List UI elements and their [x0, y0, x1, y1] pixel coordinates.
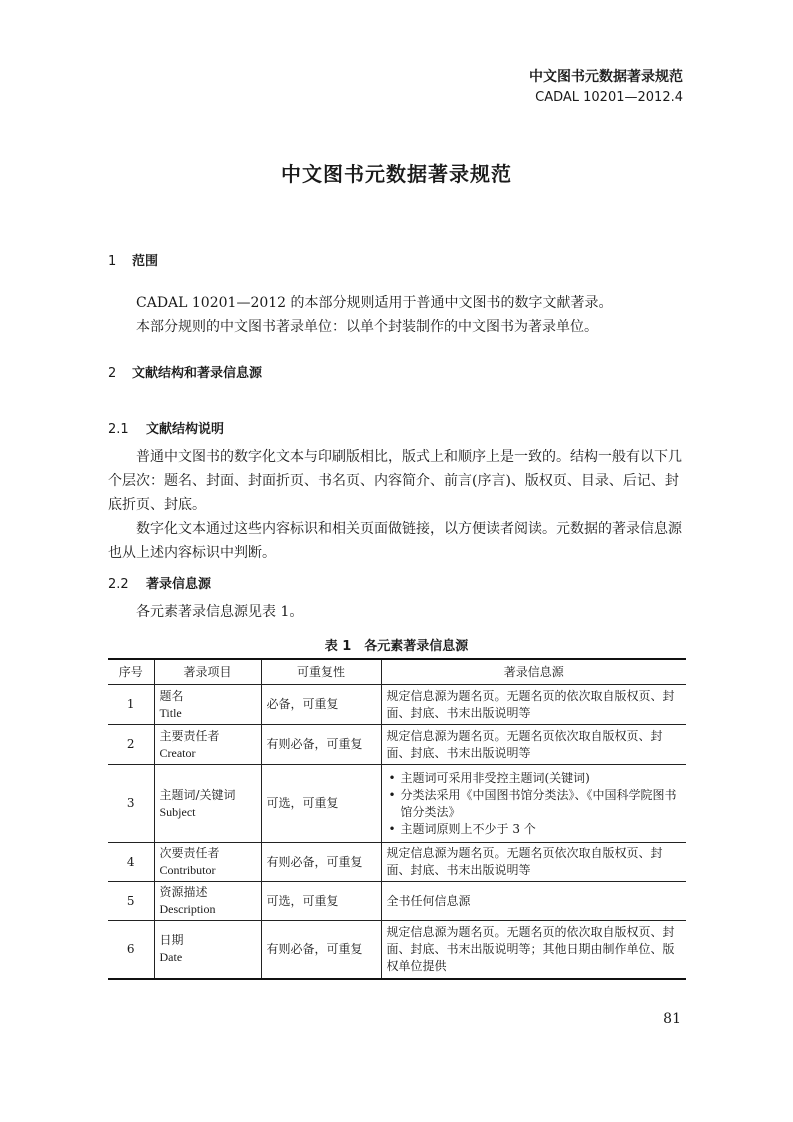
row-number: 4	[108, 843, 154, 882]
section-1-paragraph-2: 本部分规则的中文图书著录单位：以单个封装制作的中文图书为著录单位。	[136, 319, 598, 335]
section-number: 2	[108, 366, 117, 381]
table-caption: 表 1 各元素著录信息源	[324, 639, 469, 654]
source-cell: 规定信息源为题名页。无题名页依次取自版权页、封面、封底、书末出版说明等	[381, 843, 686, 882]
item-name-zh: 日期	[159, 933, 184, 948]
item-name-en: Date	[159, 950, 183, 965]
repeatability-cell: 有则必备，可重复	[261, 725, 381, 765]
row-number: 2	[108, 725, 154, 765]
column-header-source: 著录信息源	[381, 659, 686, 685]
section-2-1-paragraph-2: 数字化文本通过这些内容标识和相关页面做链接，以方便读者阅读。元数据的著录信息源也从上述内容标识中判断。	[108, 521, 682, 561]
section-1-heading	[108, 250, 158, 269]
item-name-en: Description	[159, 902, 216, 916]
row-number: 3	[108, 765, 154, 843]
item-name-zh: 主题词/关键词	[159, 787, 236, 802]
item-name-zh: 主要责任者	[159, 728, 220, 743]
table-row	[108, 765, 686, 843]
section-2-1-paragraph-1: 普通中文图书的数字化文本与印刷版相比，版式上和顺序上是一致的。结构一般有以下几个层次：题名、封面、封面折页、书名页、内容简介、前言(序言)、版权页、目录、后记、封底折页、封底。	[108, 449, 682, 513]
item-cell	[154, 882, 261, 921]
column-header-repeatability: 可重复性	[261, 659, 381, 685]
row-number: 6	[108, 921, 154, 979]
table-row	[108, 685, 686, 725]
item-name-zh: 次要责任者	[159, 846, 220, 860]
item-name-zh: 资源描述	[159, 885, 208, 899]
item-cell	[154, 725, 261, 765]
item-name-en: Title	[159, 705, 182, 720]
document-title: 中文图书元数据著录规范	[281, 162, 512, 186]
table-row	[108, 725, 686, 765]
repeatability-cell: 必备，可重复	[261, 685, 381, 725]
repeatability-cell: 可选，可重复	[261, 765, 381, 843]
table-row	[108, 921, 686, 979]
item-cell	[154, 685, 261, 725]
source-cell: 全书任何信息源	[381, 882, 686, 921]
source-cell: 规定信息源为题名页。无题名页的依次取自版权页、封面、封底、书末出版说明等；其他日期由制作单位、版权单位提供	[381, 921, 686, 979]
list-item: • 主题词可采用非受控主题词(关键词)	[401, 770, 682, 787]
item-name-en: Contributor	[159, 863, 216, 877]
page-number: 81	[663, 1011, 681, 1027]
column-header-item: 著录项目	[154, 659, 261, 685]
item-name-en: Creator	[159, 745, 196, 760]
section-2-2-paragraph-1: 各元素著录信息源见表 1。	[136, 604, 304, 620]
running-header-code: CADAL 10201—2012.4	[535, 90, 683, 105]
repeatability-cell: 可选，可重复	[261, 882, 381, 921]
source-cell	[381, 765, 686, 843]
item-name-zh: 题名	[159, 688, 184, 703]
table-row	[108, 843, 686, 882]
item-cell	[154, 843, 261, 882]
row-number: 1	[108, 685, 154, 725]
list-item: • 主题词原则上不少于 3 个	[401, 821, 682, 838]
item-cell	[154, 765, 261, 843]
item-cell	[154, 921, 261, 979]
table-header-row	[108, 659, 686, 685]
section-2-heading	[108, 362, 262, 381]
source-cell: 规定信息源为题名页。无题名页的依次取自版权页、封面、封底、书末出版说明等	[381, 685, 686, 725]
section-number: 2.2	[108, 577, 129, 592]
section-2-1-heading	[108, 418, 224, 437]
section-number: 2.1	[108, 422, 129, 437]
repeatability-cell: 有则必备，可重复	[261, 843, 381, 882]
table-row	[108, 882, 686, 921]
section-title: 文献结构说明	[146, 422, 225, 437]
item-name-en: Subject	[159, 804, 196, 819]
repeatability-cell: 有则必备，可重复	[261, 921, 381, 979]
metadata-source-table	[108, 658, 686, 980]
section-number: 1	[108, 254, 117, 269]
column-header-no: 序号	[108, 659, 154, 685]
source-cell: 规定信息源为题名页。无题名页依次取自版权页、封面、封底、书末出版说明等	[381, 725, 686, 765]
list-item: • 分类法采用《中国图书馆分类法》、《中国科学院图书馆分类法》	[401, 787, 682, 821]
running-header-title: 中文图书元数据著录规范	[529, 69, 683, 85]
section-title: 范围	[132, 254, 159, 269]
section-title: 著录信息源	[146, 577, 212, 592]
section-2-2-heading	[108, 573, 211, 592]
section-1-paragraph-1: CADAL 10201—2012 的本部分规则适用于普通中文图书的数字文献著录。	[136, 295, 613, 311]
section-title: 文献结构和著录信息源	[132, 366, 263, 381]
row-number: 5	[108, 882, 154, 921]
source-bullet-list	[387, 770, 682, 838]
